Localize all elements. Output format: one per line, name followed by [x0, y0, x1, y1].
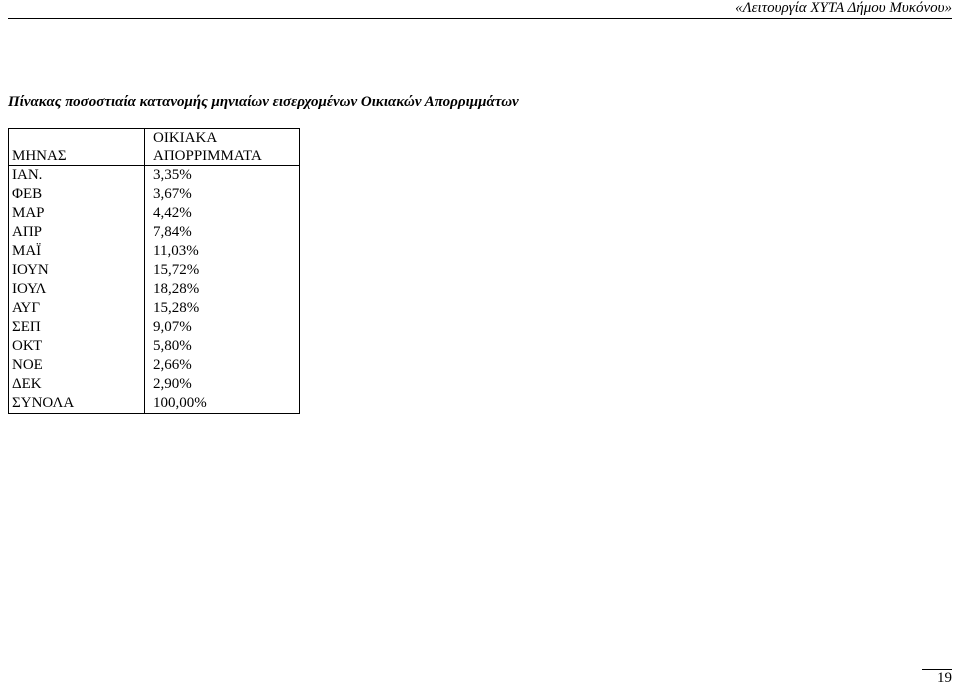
- month-cell: ΑΠΡ: [9, 223, 145, 242]
- month-cell: ΝΟΕ: [9, 356, 145, 375]
- table-row: [9, 242, 300, 261]
- month-cell: ΣΕΠ: [9, 318, 145, 337]
- percentage-cell: 2,66%: [145, 356, 300, 375]
- table-row: [9, 337, 300, 356]
- table-row: [9, 356, 300, 375]
- table-row: [9, 261, 300, 280]
- percentage-cell: 7,84%: [145, 223, 300, 242]
- table-title: Πίνακας ποσοστιαία κατανομής μηνιαίων εισερχομένων Οικιακών Απορριμμάτων: [8, 94, 519, 110]
- month-cell: ΜΑΡ: [9, 204, 145, 223]
- table-row: [9, 394, 300, 414]
- table-row: [9, 299, 300, 318]
- month-cell: ΙΟΥΝ: [9, 261, 145, 280]
- percentage-cell: 3,35%: [145, 166, 300, 186]
- header-household-waste-line2: ΑΠΟΡΡΙΜΜΑΤΑ: [153, 148, 262, 164]
- percentage-cell: 4,42%: [145, 204, 300, 223]
- table-row: [9, 204, 300, 223]
- table-header-row: [9, 129, 300, 166]
- month-cell: ΙΑΝ.: [9, 166, 145, 186]
- month-cell: ΣΥΝΟΛΑ: [9, 394, 145, 414]
- header-month: ΜΗΝΑΣ: [9, 129, 145, 166]
- table-row: [9, 223, 300, 242]
- month-cell: ΟΚΤ: [9, 337, 145, 356]
- percentage-cell: 9,07%: [145, 318, 300, 337]
- monthly-distribution-table: [8, 128, 300, 414]
- running-header: «Λειτουργία ΧΥΤΑ Δήμου Μυκόνου»: [8, 0, 952, 19]
- month-cell: ΔΕΚ: [9, 375, 145, 394]
- month-cell: ΙΟΥΛ: [9, 280, 145, 299]
- table-row: [9, 185, 300, 204]
- header-household-waste-line1: ΟΙΚΙΑΚΑ: [153, 130, 218, 146]
- table-row: [9, 375, 300, 394]
- month-cell: ΑΥΓ: [9, 299, 145, 318]
- percentage-cell: 15,28%: [145, 299, 300, 318]
- percentage-cell: 5,80%: [145, 337, 300, 356]
- percentage-cell: 2,90%: [145, 375, 300, 394]
- header-household-waste: [145, 129, 300, 166]
- percentage-cell: 100,00%: [145, 394, 300, 414]
- percentage-cell: 11,03%: [145, 242, 300, 261]
- month-cell: ΜΑΪ: [9, 242, 145, 261]
- percentage-cell: 18,28%: [145, 280, 300, 299]
- table-row: [9, 280, 300, 299]
- percentage-cell: 3,67%: [145, 185, 300, 204]
- table-row: [9, 166, 300, 186]
- table-row: [9, 318, 300, 337]
- page-number: 19: [922, 669, 952, 687]
- month-cell: ΦΕΒ: [9, 185, 145, 204]
- percentage-cell: 15,72%: [145, 261, 300, 280]
